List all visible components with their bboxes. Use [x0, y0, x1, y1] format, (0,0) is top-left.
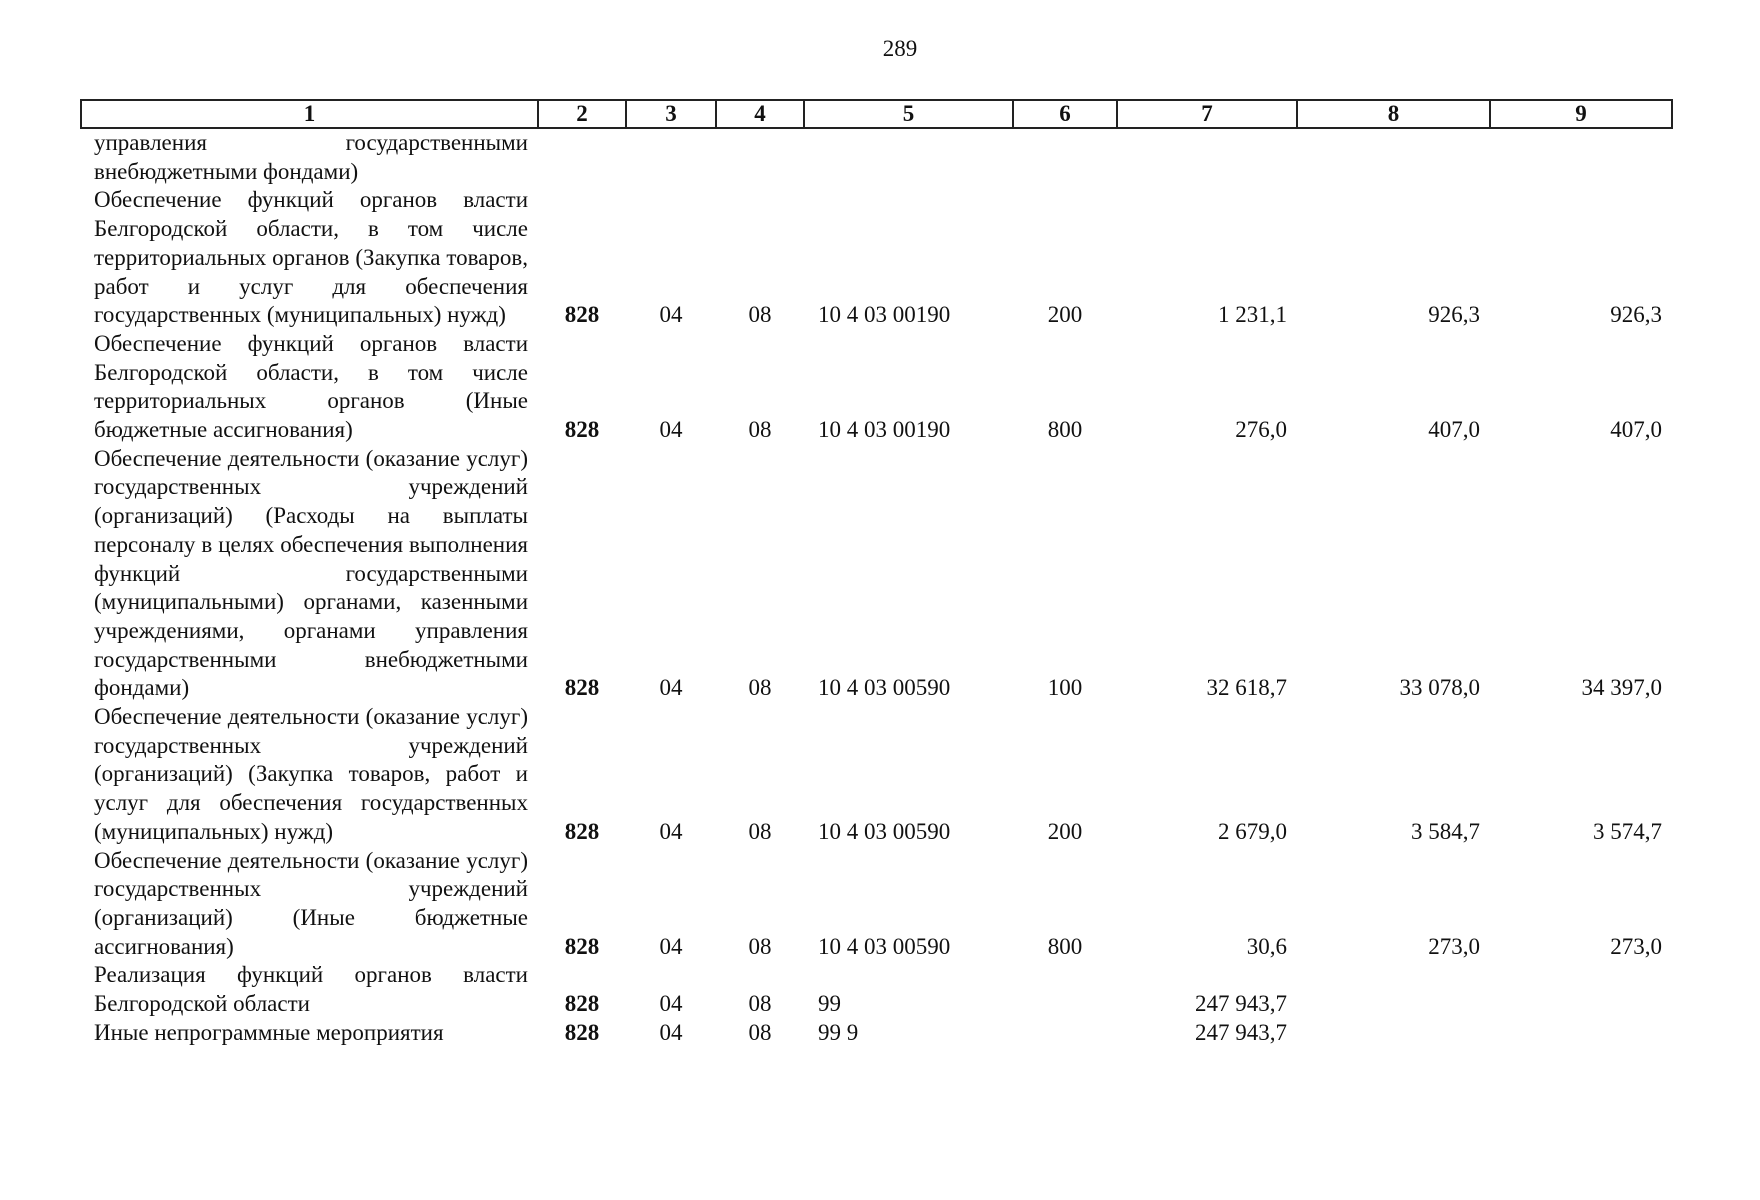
row-name: Обеспечение функций органов власти Белгородской области, в том числе территориальных органов (Закупка товаров, работ и услуг для обеспечения государственных (муниципальных) нужд) [94, 187, 528, 328]
amount-col-7: 247 943,7 [1195, 991, 1287, 1017]
table-row [81, 1019, 1672, 1048]
section-code: 04 [659, 1019, 683, 1045]
table-row [81, 445, 1672, 703]
amount-col-8: 926,3 [1428, 302, 1480, 328]
amount-col-7: 32 618,7 [1206, 675, 1287, 701]
amount-col-7: 30,6 [1246, 933, 1287, 959]
amount-col-7 [1117, 128, 1297, 186]
target-article-code: 99 9 [818, 1019, 859, 1045]
subsection-code: 08 [748, 1019, 772, 1045]
section-code: 04 [659, 302, 683, 328]
subsection-code: 08 [748, 933, 772, 959]
amount-col-8: 3 584,7 [1411, 818, 1480, 844]
row-name: Обеспечение деятельности (оказание услуг) государственных учреждений (организаций) (Закупка товаров, работ и услуг для обеспечения государственных (муниципальных) нужд) [94, 704, 528, 844]
expense-type-code [1013, 1019, 1117, 1048]
amount-col-8 [1297, 1019, 1490, 1048]
table-row [81, 961, 1672, 1018]
expense-type-code: 800 [1047, 933, 1083, 959]
column-header-9: 9 [1490, 100, 1672, 128]
amount-col-8: 33 078,0 [1399, 675, 1480, 701]
amount-col-9: 34 397,0 [1581, 675, 1662, 701]
ministry-code: 828 [564, 818, 600, 844]
amount-col-9: 3 574,7 [1593, 818, 1662, 844]
expense-type-code [1013, 128, 1117, 186]
amount-col-9: 926,3 [1610, 302, 1662, 328]
column-header-1: 1 [81, 100, 538, 128]
amount-col-8: 407,0 [1428, 417, 1480, 443]
row-name: Иные непрограммные мероприятия [94, 1019, 444, 1045]
expense-type-code: 100 [1047, 675, 1083, 701]
page-number: 289 [882, 36, 918, 61]
amount-col-7: 2 679,0 [1218, 818, 1287, 844]
target-article-code: 10 4 03 00190 [818, 302, 951, 328]
section-code: 04 [659, 675, 683, 701]
ministry-code: 828 [564, 675, 600, 701]
ministry-code [538, 128, 626, 186]
ministry-code: 828 [564, 991, 600, 1017]
ministry-code: 828 [564, 417, 600, 443]
target-article-code: 10 4 03 00590 [818, 818, 951, 844]
table-row [81, 128, 1672, 186]
amount-col-7: 247 943,7 [1195, 1019, 1287, 1045]
amount-col-8 [1297, 961, 1490, 1018]
subsection-code [716, 128, 804, 186]
expense-type-code: 200 [1047, 302, 1083, 328]
amount-col-9: 273,0 [1610, 933, 1662, 959]
row-name: Обеспечение деятельности (оказание услуг) государственных учреждений (организаций) (Расходы на выплаты персоналу в целях обеспечения выполнения функций государственными (муниципальными) органами, казенными учреждениями, органами управления государственными внебюджетными фондами) [94, 445, 528, 701]
column-header-8: 8 [1297, 100, 1490, 128]
column-header-6: 6 [1013, 100, 1117, 128]
amount-col-9 [1490, 128, 1672, 186]
amount-col-9 [1490, 1019, 1672, 1048]
section-code [626, 128, 716, 186]
table-row [81, 703, 1672, 847]
header-row [81, 100, 1672, 128]
subsection-code: 08 [748, 991, 772, 1017]
target-article-code [804, 128, 1013, 186]
amount-col-8 [1297, 128, 1490, 186]
table-row [81, 186, 1672, 330]
section-code: 04 [659, 417, 683, 443]
row-name: Обеспечение функций органов власти Белгородской области, в том числе территориальных органов (Иные бюджетные ассигнования) [94, 330, 528, 443]
target-article-code: 99 [818, 991, 841, 1017]
column-header-2: 2 [538, 100, 626, 128]
subsection-code: 08 [748, 675, 772, 701]
amount-col-7: 276,0 [1235, 417, 1287, 443]
budget-table [80, 99, 1673, 1048]
expense-type-code: 800 [1047, 417, 1083, 443]
section-code: 04 [659, 818, 683, 844]
ministry-code: 828 [564, 1019, 600, 1045]
column-header-3: 3 [626, 100, 716, 128]
ministry-code: 828 [564, 933, 600, 959]
amount-col-7: 1 231,1 [1218, 302, 1287, 328]
table-row [81, 330, 1672, 445]
ministry-code: 828 [564, 302, 600, 328]
column-header-5: 5 [804, 100, 1013, 128]
column-header-4: 4 [716, 100, 804, 128]
target-article-code: 10 4 03 00190 [818, 417, 951, 443]
row-name: Обеспечение деятельности (оказание услуг) государственных учреждений (организаций) (Иные бюджетные ассигнования) [94, 847, 528, 959]
target-article-code: 10 4 03 00590 [818, 675, 951, 701]
section-code: 04 [659, 933, 683, 959]
subsection-code: 08 [748, 302, 772, 328]
amount-col-9 [1490, 961, 1672, 1018]
section-code: 04 [659, 991, 683, 1017]
column-header-7: 7 [1117, 100, 1297, 128]
subsection-code: 08 [748, 818, 772, 844]
expense-type-code [1013, 961, 1117, 1018]
amount-col-9: 407,0 [1610, 417, 1662, 443]
amount-col-8: 273,0 [1428, 933, 1480, 959]
row-name: Реализация функций органов власти Белгородской области [94, 962, 528, 1017]
expense-type-code: 200 [1047, 818, 1083, 844]
subsection-code: 08 [748, 417, 772, 443]
row-name: управления государственными внебюджетными фондами) [94, 130, 528, 184]
target-article-code: 10 4 03 00590 [818, 933, 951, 959]
table-row [81, 847, 1672, 962]
